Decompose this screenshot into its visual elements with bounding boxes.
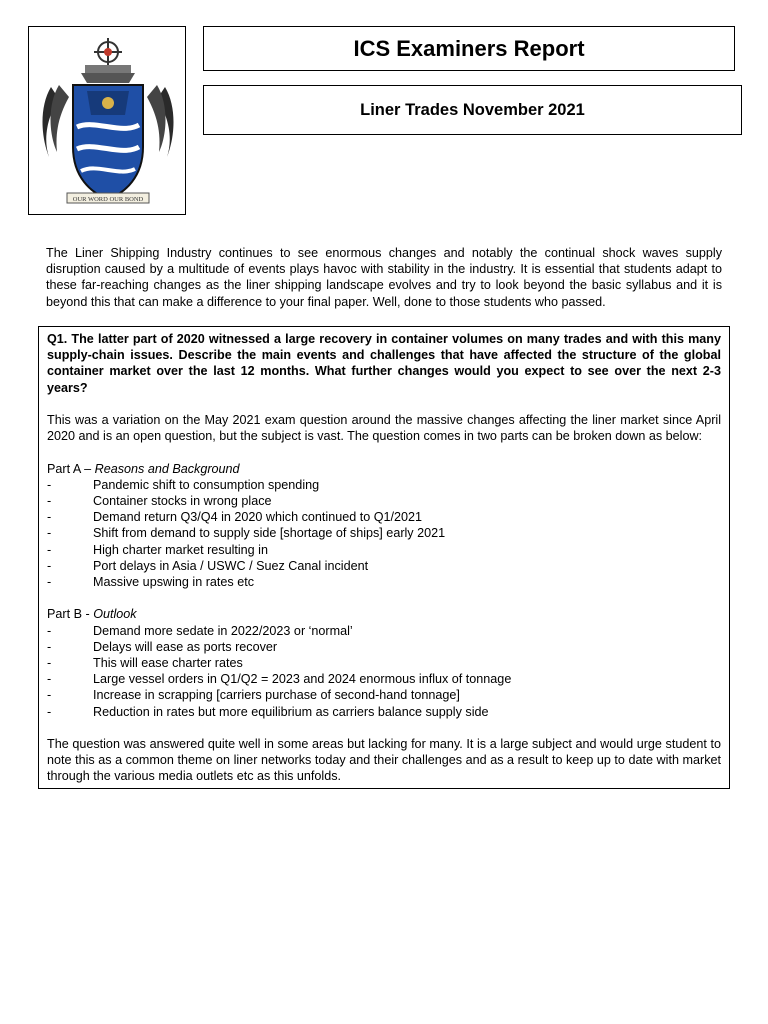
- list-item: [47, 542, 721, 558]
- list-item-text: Demand more sedate in 2022/2023 or ‘normal’: [93, 623, 353, 638]
- list-item: [47, 704, 721, 720]
- dash-bullet: -: [47, 704, 52, 719]
- part-b-label: Outlook: [93, 607, 137, 622]
- list-item: [47, 558, 721, 574]
- list-item: [47, 525, 721, 541]
- part-a-list: [47, 477, 721, 590]
- intro-paragraph: The Liner Shipping Industry continues to see enormous changes and notably the continual shock waves supply disruption caused by a multitude of events plays havoc with stability in the industry. It is essential that students adapt to these far-reaching changes as the liner shipping landscape evolves and try to look beyond the basic syllabus and it is beyond this that can make a difference to your final paper. Well, done to those students who passed.: [46, 246, 722, 309]
- list-item-text: High charter market resulting in: [93, 542, 268, 557]
- dash-bullet: -: [47, 656, 52, 671]
- list-item: [47, 623, 721, 639]
- part-b-heading: [47, 606, 721, 622]
- list-item: [47, 477, 721, 493]
- list-item: [47, 509, 721, 525]
- dash-bullet: -: [47, 510, 52, 525]
- dash-bullet: -: [47, 688, 52, 703]
- part-a-heading: [47, 461, 721, 477]
- question-conclusion: The question was answered quite well in some areas but lacking for many. It is a large subject and would urge student to note this as a common theme on liner networks today and their challenges and as a result to keep up to date with market through the various media outlets etc as this unfolds.: [47, 737, 721, 784]
- question-lead: This was a variation on the May 2021 exam question around the massive changes affecting the liner market since April 2020 and is an open question, but the subject is vast. The question comes in two parts can be broken down as below:: [47, 413, 721, 444]
- list-item-text: Delays will ease as ports recover: [93, 639, 278, 654]
- dash-bullet: -: [47, 639, 52, 654]
- list-item-text: Container stocks in wrong place: [93, 494, 272, 508]
- part-a-prefix: Part A –: [47, 461, 95, 476]
- list-item-text: Increase in scrapping [carriers purchase of second-hand tonnage]: [93, 688, 460, 703]
- list-item-text: Massive upswing in rates etc: [93, 575, 254, 590]
- dash-bullet: -: [47, 575, 52, 590]
- report-subtitle-text: Liner Trades November 2021: [360, 100, 585, 119]
- list-item-text: Large vessel orders in Q1/Q2 = 2023 and 2024 enormous influx of tonnage: [93, 672, 512, 687]
- list-item-text: Demand return Q3/Q4 in 2020 which continued to Q1/2021: [93, 510, 423, 525]
- question-title: Q1. The latter part of 2020 witnessed a large recovery in container volumes on many trades and with this many supply-chain issues. Describe the main events and challenges that have affected the structure of the global container market over the last 12 months. What further changes would you expect to see over the next 2-3 years?: [47, 332, 721, 395]
- question-box: [38, 326, 730, 789]
- list-item-text: Shift from demand to supply side [shortage of ships] early 2021: [93, 526, 446, 541]
- part-b-prefix: Part B -: [47, 607, 94, 622]
- list-item: [47, 687, 721, 703]
- list-item: [47, 655, 721, 671]
- list-item-text: Reduction in rates but more equilibrium as carriers balance supply side: [93, 704, 489, 719]
- list-item: [47, 671, 721, 687]
- report-subtitle: [203, 85, 742, 135]
- report-title-text: ICS Examiners Report: [353, 35, 585, 61]
- dash-bullet: -: [47, 477, 52, 492]
- dash-bullet: -: [47, 494, 52, 508]
- report-title: [203, 26, 735, 71]
- dash-bullet: -: [47, 542, 52, 557]
- list-item-text: Pandemic shift to consumption spending: [93, 477, 320, 492]
- list-item-text: Port delays in Asia / USWC / Suez Canal incident: [93, 558, 369, 573]
- list-item-text: This will ease charter rates: [93, 656, 243, 671]
- dash-bullet: -: [47, 672, 52, 687]
- list-item: [47, 493, 721, 509]
- dash-bullet: -: [47, 558, 52, 573]
- dash-bullet: -: [47, 623, 52, 638]
- part-a-label: Reasons and Background: [94, 461, 240, 476]
- coat-of-arms-icon: [29, 27, 187, 216]
- dash-bullet: -: [47, 526, 52, 541]
- crest-logo: [28, 26, 186, 215]
- crest-motto: OUR WORD OUR BOND: [72, 196, 144, 203]
- list-item: [47, 574, 721, 590]
- part-b-list: [47, 623, 721, 720]
- list-item: [47, 639, 721, 655]
